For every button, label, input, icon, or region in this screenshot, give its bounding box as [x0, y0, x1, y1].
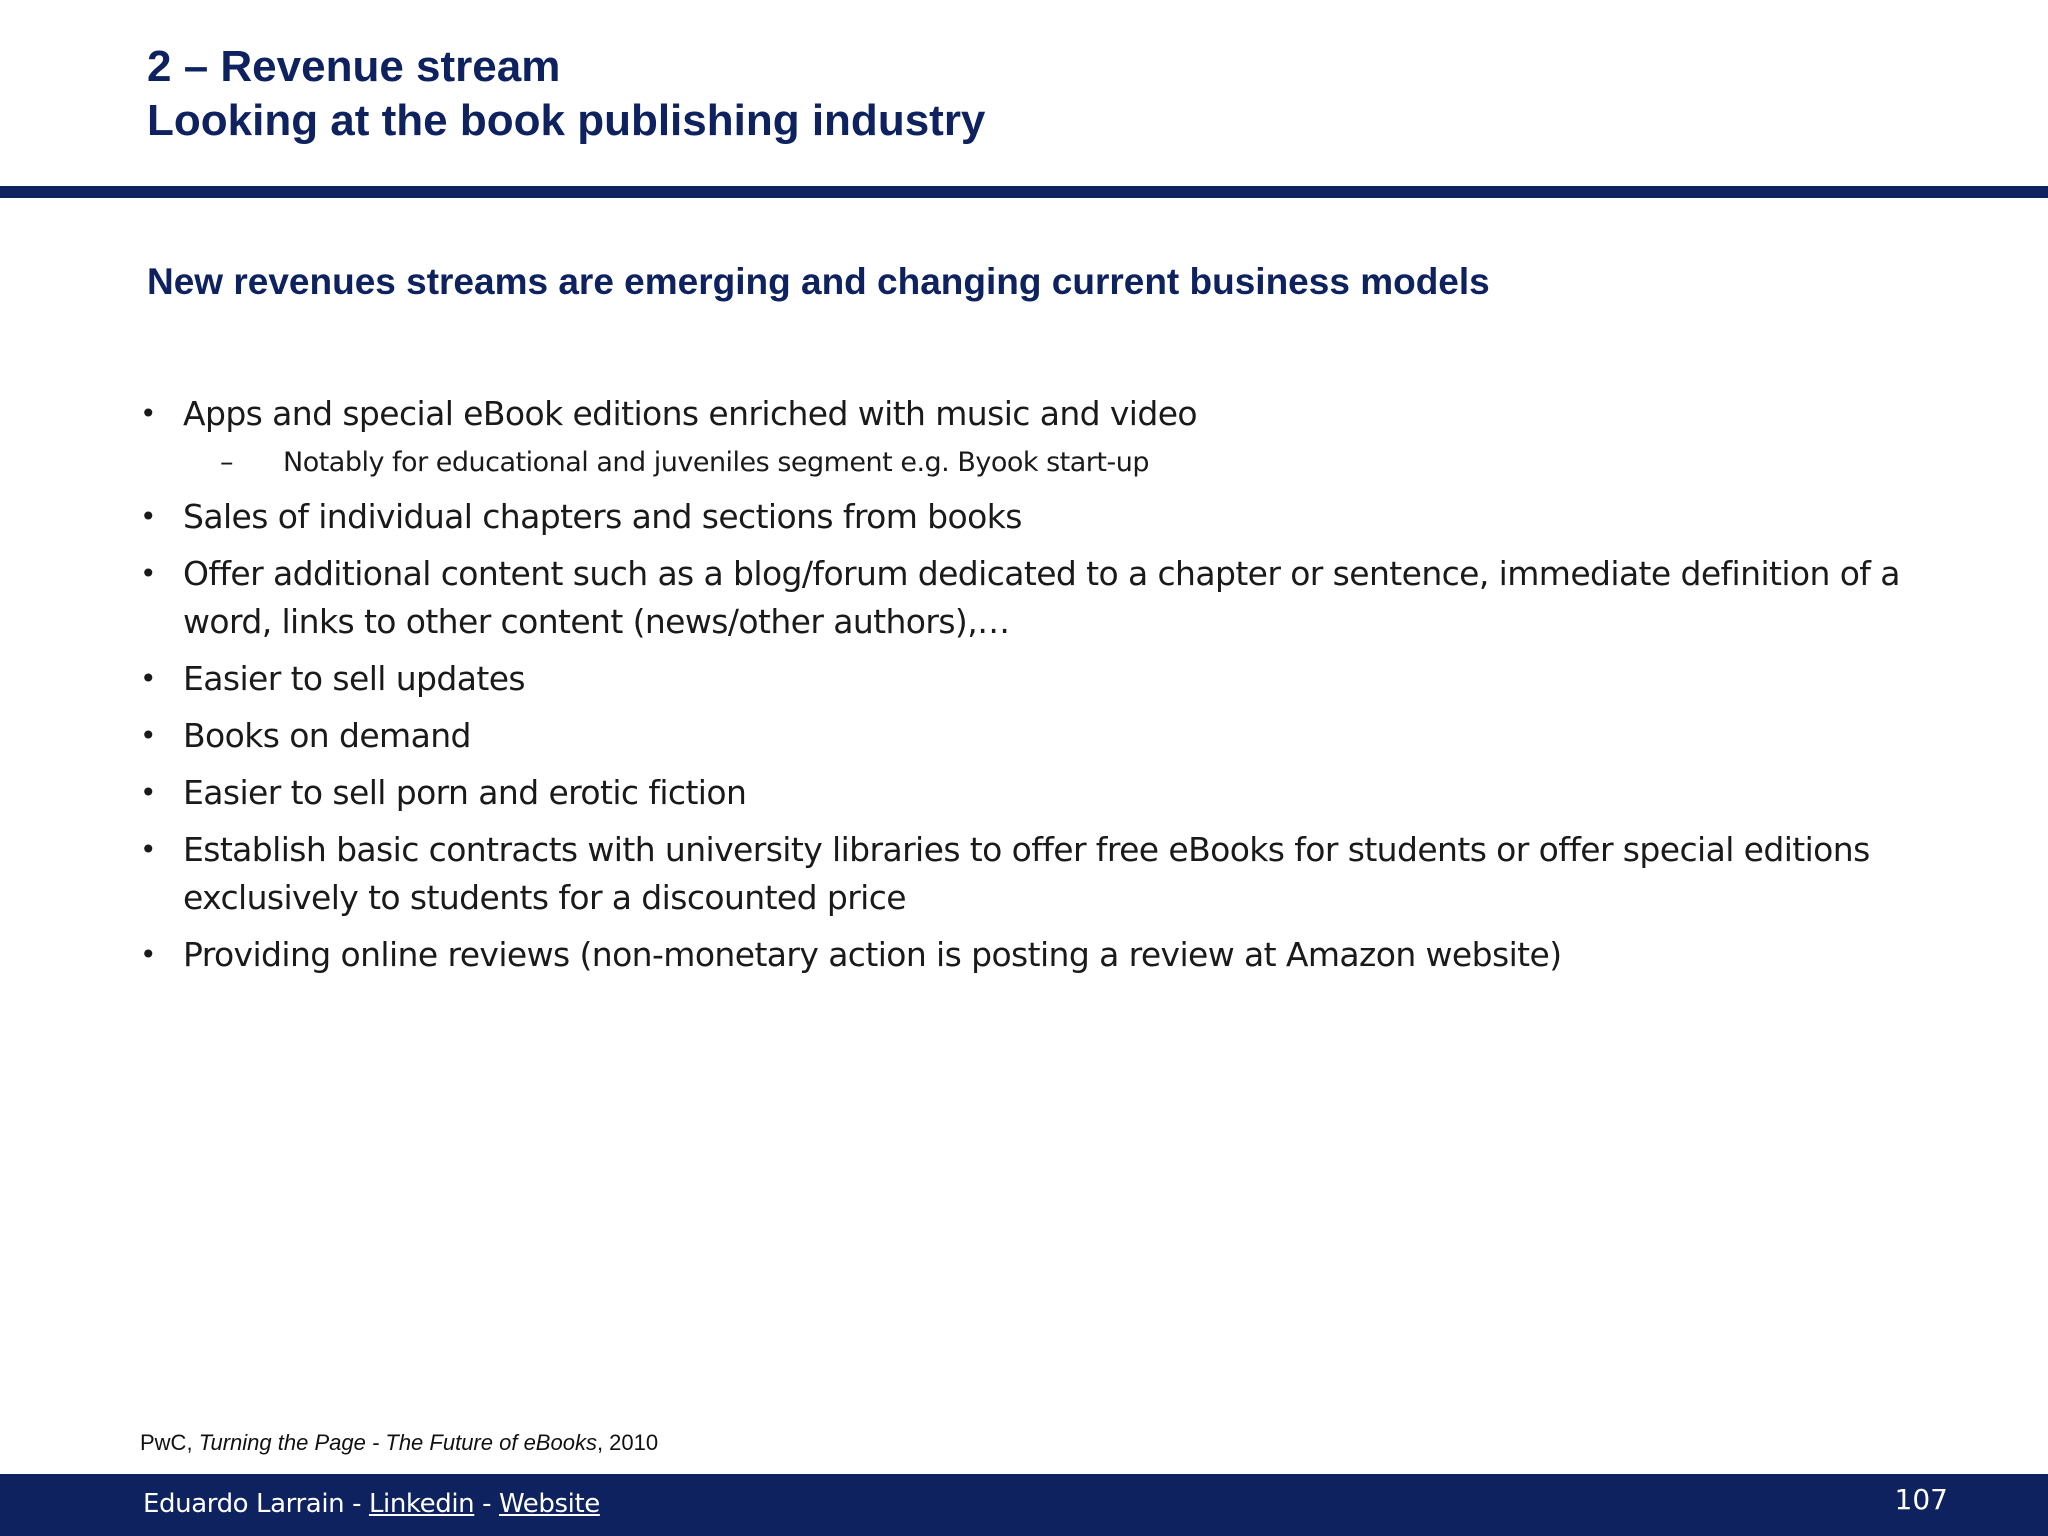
bullet-dot-icon: •	[140, 662, 156, 695]
bullet-text-2: Sales of individual chapters and sections from books	[183, 497, 1022, 536]
sub-bullet-item-1	[140, 443, 1920, 483]
citation-prefix: PwC,	[140, 1430, 199, 1455]
source-citation	[140, 1428, 658, 1458]
bullet-text-6: Easier to sell porn and erotic fiction	[183, 773, 747, 812]
bullet-dot-icon: •	[140, 557, 156, 590]
citation-title: Turning the Page - The Future of eBooks	[198, 1430, 597, 1455]
bullet-text-7: Establish basic contracts with university libraries to offer free eBooks for students or offer special editions exclusively to students for a discounted price	[183, 830, 1870, 917]
slide-subtitle: New revenues streams are emerging and changing current business models	[147, 261, 1490, 302]
bullet-item-6	[140, 769, 1920, 817]
bullet-text-5: Books on demand	[183, 716, 471, 755]
citation-suffix: , 2010	[596, 1430, 659, 1455]
dash-icon: –	[220, 447, 233, 478]
bullet-text-1: Apps and special eBook editions enriched with music and video	[183, 394, 1198, 433]
bullet-dot-icon: •	[140, 833, 156, 866]
bullet-item-8	[140, 931, 1920, 979]
bullet-text-4: Easier to sell updates	[183, 659, 526, 698]
bullet-item-1	[140, 390, 1920, 438]
title-divider	[0, 186, 2048, 198]
bullet-dot-icon: •	[140, 776, 156, 809]
bullet-item-7	[140, 826, 1920, 922]
bullet-text-8: Providing online reviews (non-monetary action is posting a review at Amazon website)	[183, 935, 1562, 974]
title-line-2: Looking at the book publishing industry	[147, 96, 986, 145]
bullet-item-5	[140, 712, 1920, 760]
sub-bullet-text-1: Notably for educational and juveniles segment e.g. Byook start-up	[283, 447, 1149, 478]
website-link[interactable]: Website	[498, 1489, 600, 1519]
linkedin-link[interactable]: Linkedin	[368, 1489, 475, 1519]
footer-author: Eduardo Larrain -	[143, 1489, 369, 1519]
bullet-dot-icon: •	[140, 500, 156, 533]
bullet-dot-icon: •	[140, 938, 156, 971]
bullet-item-3	[140, 550, 1920, 646]
bullet-item-2	[140, 493, 1920, 541]
bullet-text-3: Offer additional content such as a blog/forum dedicated to a chapter or sentence, immediate definition of a word, links to other content (news/other authors),…	[183, 554, 1900, 641]
footer-credits	[143, 1486, 600, 1522]
footer-bar	[0, 1474, 2048, 1536]
title-line-1: 2 – Revenue stream	[147, 42, 561, 91]
page-number: 107	[1894, 1483, 1948, 1516]
bullet-list	[140, 390, 1920, 988]
bullet-dot-icon: •	[140, 719, 156, 752]
bullet-dot-icon: •	[140, 397, 156, 430]
slide-title	[147, 40, 1847, 148]
bullet-item-4	[140, 655, 1920, 703]
footer-separator: -	[474, 1489, 499, 1519]
